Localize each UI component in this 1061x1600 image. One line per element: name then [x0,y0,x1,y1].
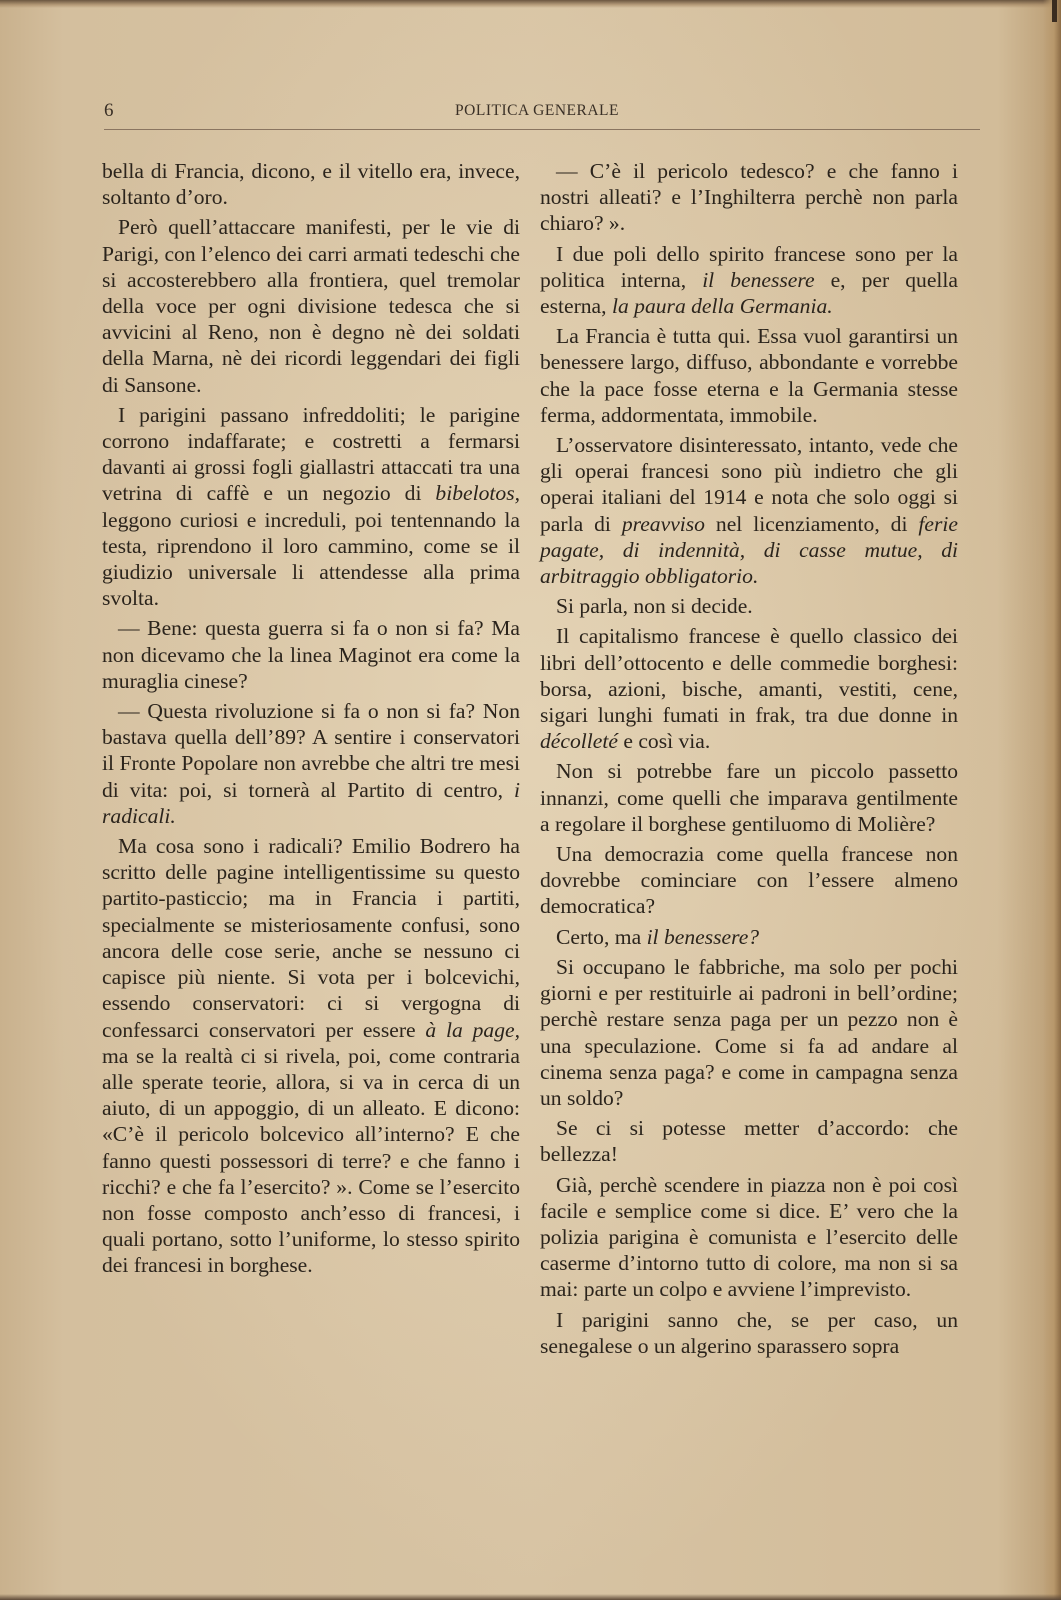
paragraph [540,1307,958,1359]
italic-text: il benessere [702,267,815,292]
paragraph [540,432,958,589]
paragraph [540,758,958,837]
paragraph [540,924,958,950]
paragraph-text: e così via. [617,729,711,754]
paragraph-text: La Francia è tutta qui. Essa vuol garantirsi un benessere largo, diffuso, abbondante e vorrebbe che la pace fosse eterna e la Germania stesse ferma, addormentata, immobile. [540,324,958,427]
paragraph-text: Il capitalismo francese è quello classico dei libri dell’ottocento e delle commedie borghesi: borsa, azioni, bische, amanti, vestiti, cene, sigari lunghi fumati in frak, tra due donne in [540,624,958,728]
paragraph [102,833,520,1278]
paragraph-text: Però quell’attaccare manifesti, per le vie di Parigi, con l’elenco dei carri armati tedeschi che si accosterebbero alla frontiera, quel tremolar della voce per ogni divisione tedesca che si avvicini al Reno, non è degno nè dei soldati della Marna, nè dei ricordi leggendari dei figli di Sansone. [102,215,520,397]
paragraph [540,841,958,920]
paragraph [540,1115,958,1167]
paragraph [540,623,958,754]
paragraph-text: nel licenziamento, di [704,511,919,536]
paragraph [102,214,520,397]
italic-text: la paura della Germania. [611,294,833,319]
paragraph [102,615,520,694]
paragraph-text: Ma cosa sono i radicali? Emilio Bodrero ha scritto delle pagine intelligentissime su questo partito-pasticcio; ma in Francia i partiti, specialmente se misteriosamente confusi, sono ancora delle cose serie, anche se nessuno ci capisce più niente. Si vota per i bolcevichi, essendo conservatori: ci si vergogna di confessarci conservatori per essere [102,834,520,1042]
paragraph [102,158,520,210]
paragraph-text: e, per quella esterna, [540,267,958,319]
italic-text: il benessere? [646,924,760,949]
italic-text: preavviso [621,511,705,536]
paragraph [102,698,520,829]
italic-text: i radicali. [102,777,520,828]
paragraph-text: leggono curiosi e increduli, poi tentennando la testa, riprendono il loro cammino, come se il giudizio universale li attendesse alla prima svolta. [102,507,520,611]
italic-text: bibelotos, [435,481,520,506]
page-right-edge [1043,0,1061,1600]
paragraph-text: ma se la realtà ci si rivela, poi, come contraria alle sperate teorie, allora, si va in cerca di un aiuto, di un appoggio, di un alleato. E dicono: «C’è il pericolo bolcevico all’interno? E che fanno questi possessori di terre? e che fanno i ricchi? e che fa l’esercito? ». Come se l’esercito non fosse composto anch’esso di francesi, i quali portano, sotto l’uniforme, lo stesso spirito dei francesi in borghese. [102,1043,520,1278]
page-edge-tab [1052,0,1057,22]
paragraph-text: L’osservatore disinteressato, intanto, vede che gli operai francesi sono più indietro che gli operai italiani del 1914 e nota che solo oggi si parla di [540,433,958,536]
page-top-shadow [0,0,1061,8]
paragraph [102,402,520,612]
paragraph-text: I parigini passano infreddoliti; le parigine corrono indaffarate; e costretti a fermarsi davanti ai grossi fogli giallastri attaccati tra una vetrina di caffè e un negozio di [102,402,520,506]
paragraph [540,241,958,320]
paragraph-text: I parigini sanno che, se per caso, un senegalese o un algerino sparassero sopra [540,1307,958,1358]
paragraph [540,323,958,428]
paragraph [540,1172,958,1303]
paragraph-text: Non si potrebbe fare un piccolo passetto innanzi, come quelli che imparava gentilmente a regolare il borghese gentiluomo di Molière? [540,759,958,836]
page-bottom-shadow [0,1594,1061,1600]
italic-text: à la page, [425,1017,520,1042]
paragraph-text: — C’è il pericolo tedesco? e che fanno i nostri alleati? e l’Inghilterra perchè non parla chiaro? ». [540,159,958,236]
paragraph [540,158,958,237]
italic-text: décolleté [540,729,618,754]
page-header [104,100,984,130]
header-rule [104,129,980,130]
paragraph-text: Se ci si potesse metter d’accordo: che bellezza! [540,1116,958,1167]
paragraph-text: Una democrazia come quella francese non dovrebbe cominciare con l’essere almeno democratica? [540,842,958,919]
paragraph-text: Certo, ma [556,924,647,949]
paragraph-text: — Questa rivoluzione si fa o non si fa? Non bastava quella dell’89? A sentire i conservatori il Fronte Popolare non avrebbe che altri tre mesi di vita: poi, si tornerà al Partito di centro, [102,699,520,802]
paragraph-text: — Bene: questa guerra si fa o non si fa? Ma non dicevamo che la linea Maginot era come la muraglia cinese? [102,616,520,693]
left-column [102,158,520,1279]
paragraph-text: Già, perchè scendere in piazza non è poi così facile e semplice come si dice. E’ vero che la polizia parigina è comunista e l’esercito delle caserme d’intorno tutto di colore, ma non si sa mai: parte un colpo e avviene l’imprevisto. [540,1172,958,1302]
running-head: POLITICA GENERALE [455,102,619,119]
paragraph-text: bella di Francia, dicono, e il vitello era, invece, soltanto d’oro. [102,159,520,210]
paragraph [540,593,958,619]
paragraph-text: Si parla, non si decide. [556,594,753,619]
paragraph [540,954,958,1111]
page-number: 6 [104,100,114,121]
italic-text: ferie pagate, di indennità, di casse mutue, di arbitraggio obbligatorio. [540,511,958,589]
paragraph-text: Si occupano le fabbriche, ma solo per pochi giorni e per restituirle ai padroni in bell’ordine; perchè restare senza paga per un pezzo non è una speculazione. Come si fa ad andare al cinema senza paga? e come in campagna senza un soldo? [540,954,958,1110]
right-column [540,158,958,1359]
paragraph-text: I due poli dello spirito francese sono per la politica interna, [540,241,958,292]
